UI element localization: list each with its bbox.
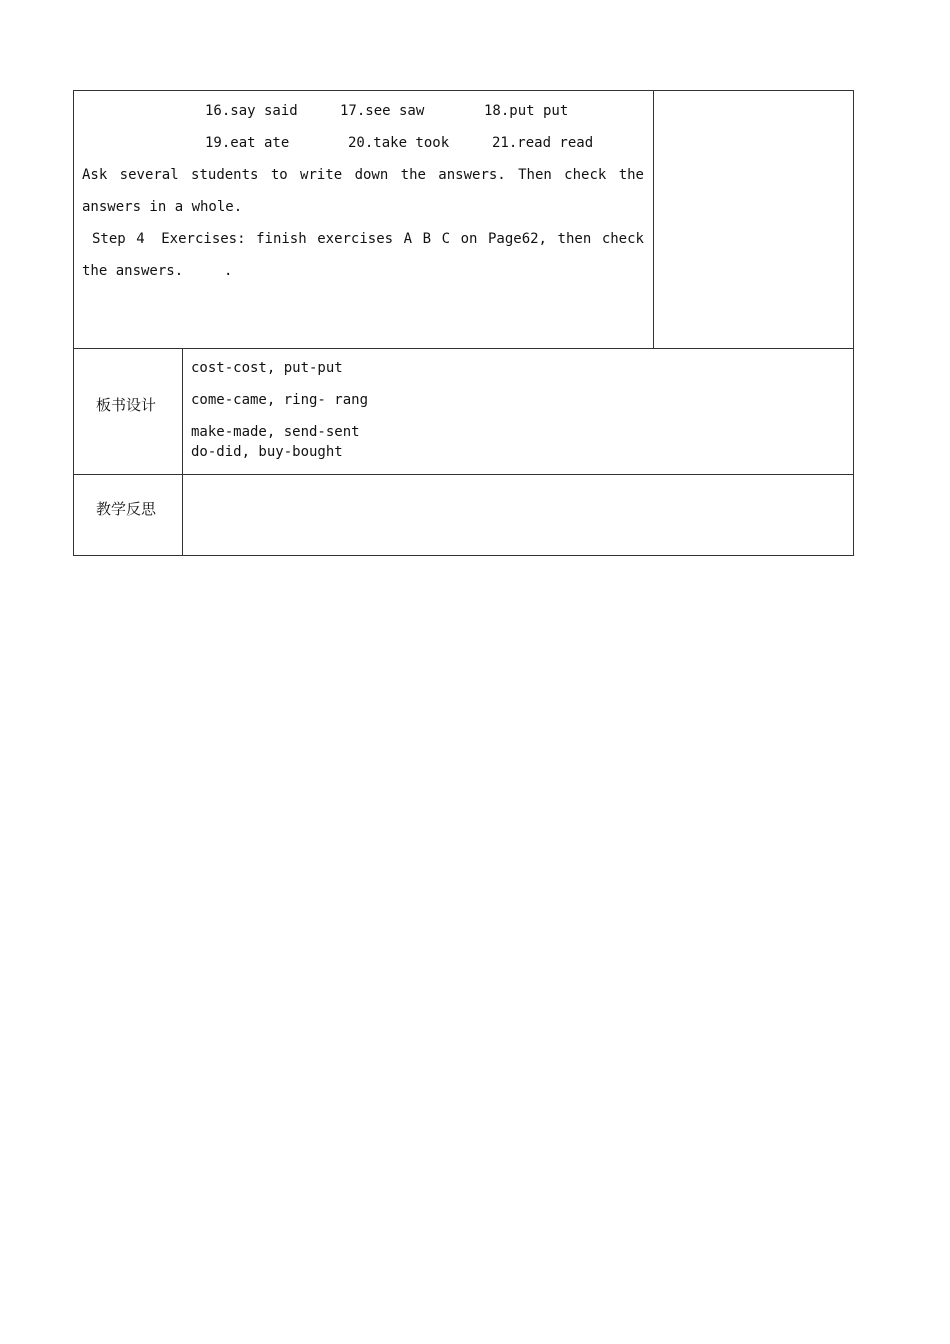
word: the [400, 167, 426, 183]
verb-19: 19.eat ate [205, 135, 290, 151]
word: the [618, 167, 644, 183]
word: Ask [82, 167, 108, 183]
word: answers. [438, 167, 506, 183]
verb-16: 16.say said [205, 103, 298, 119]
verb-21: 21.read read [492, 135, 594, 151]
ask-line-2: answers in a whole. [82, 199, 243, 215]
word: Page62, [487, 231, 547, 247]
word: B [422, 231, 432, 247]
procedure-cell [73, 90, 654, 349]
step4-line-1 [92, 231, 644, 247]
word: on [460, 231, 478, 247]
word: Step [92, 231, 126, 247]
word: Then [518, 167, 552, 183]
verb-20: 20.take took [348, 135, 450, 151]
verb-18: 18.put put [484, 103, 569, 119]
ask-line-1 [82, 167, 644, 183]
verb-17: 17.see saw [340, 103, 425, 119]
word: to [270, 167, 288, 183]
word: A [403, 231, 413, 247]
word: C [441, 231, 451, 247]
step4-line-2: the answers. [82, 263, 184, 279]
blackboard-line-1: cost-cost, put-put [191, 360, 343, 376]
blackboard-label: 板书设计 [96, 396, 157, 414]
reflection-content-cell [182, 474, 854, 556]
word: students [191, 167, 259, 183]
word: exercises [317, 231, 394, 247]
word: check [564, 167, 607, 183]
reflection-label: 教学反思 [96, 500, 157, 518]
word: Exercises: [161, 231, 246, 247]
blackboard-line-3: make-made, send-sent [191, 424, 360, 440]
word: several [119, 167, 179, 183]
word: finish [256, 231, 307, 247]
word: write [300, 167, 343, 183]
word: then [557, 231, 592, 247]
word: down [354, 167, 389, 183]
word: check [601, 231, 644, 247]
notes-cell [653, 90, 854, 349]
blackboard-line-2: come-came, ring- rang [191, 392, 369, 408]
step4-dot: . [224, 263, 233, 279]
word: 4 [136, 231, 145, 247]
blackboard-line-4: do-did, buy-bought [191, 444, 343, 460]
